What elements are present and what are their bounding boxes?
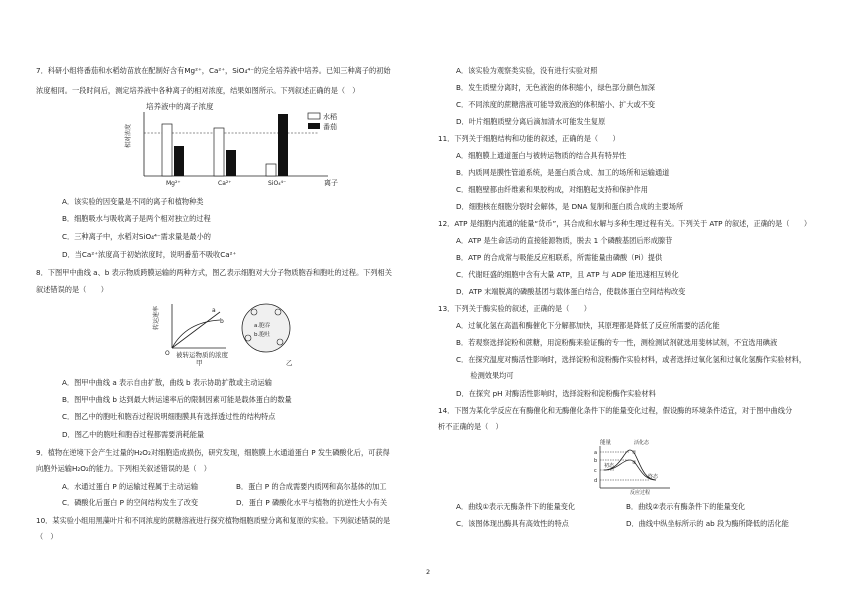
q10-stem-line2: （ ） xyxy=(36,532,58,541)
q9-option-d[interactable]: D．蛋白 P 磷酸化水平与植物的抗逆性大小有关 xyxy=(236,498,388,507)
q7-stem-line1: 7．科研小组将番茄和水稻幼苗放在配制好含有Mg²⁺，Ca²⁺，SiO₄⁴⁻的完全培养液中培养。已知三种离子的初始 xyxy=(36,66,391,75)
q9-option-a[interactable]: A．水通过蛋白 P 的运输过程属于主动运输 xyxy=(62,482,199,491)
q8-origin: O xyxy=(165,350,170,357)
q7-option-d[interactable]: D．当Ca²⁺浓度高于初始浓度时，说明番茄不吸收Ca²⁺ xyxy=(62,250,237,259)
q8-curve-b xyxy=(172,320,220,348)
q8-ylabel: 转运速率 xyxy=(153,305,160,330)
q7-chart-ylabel: 相对浓度 xyxy=(125,123,132,148)
q14-xlabel: 反应过程 xyxy=(630,490,651,496)
q7-cat-mg: Mg²⁺ xyxy=(166,180,181,187)
q14-option-c[interactable]: C．该图体现出酶具有高效性的特点 xyxy=(456,519,569,528)
q12-option-a[interactable]: A．ATP 是生命活动的直接能源物质，脱去 1 个磷酸基团后形成腺苷 xyxy=(456,236,673,245)
q13-option-b[interactable]: B．若观察选择淀粉和蔗糖，用淀粉酶来验证酶的专一性，测检测试剂就选用斐林试剂，不宜选用碘液 xyxy=(456,338,778,347)
q12-option-c[interactable]: C．代谢旺盛的细胞中含有大量 ATP，且 ATP 与 ADP 能迅速相互转化 xyxy=(456,270,679,279)
q7-legend-rice: 水稻 xyxy=(323,113,337,121)
q9-option-b[interactable]: B．蛋白 P 的合成需要内质网和高尔基体的加工 xyxy=(236,482,387,491)
q8-stem-line1: 8．下图甲中曲线 a、b 表示物质跨膜运输的两种方式，图乙表示细胞对大分子物质胞吞和胞吐的过程。下列相关 xyxy=(36,268,392,277)
q8-cell-b: b.胞吐 xyxy=(254,332,271,338)
q8-label-b: b xyxy=(220,318,224,325)
q13-option-c-cont: 检测效果均可 xyxy=(456,371,514,380)
q10-option-d[interactable]: D．叶片细胞质壁分离后滴加清水可能发生复原 xyxy=(456,117,606,126)
q12-option-d[interactable]: D．ATP 末端脱离的磷酸基团与载体蛋白结合，使载体蛋白空间结构改变 xyxy=(456,287,686,296)
q11-option-a[interactable]: A．细胞膜上通道蛋白与被转运物质的结合具有特异性 xyxy=(456,151,627,160)
q14-final: 终态 xyxy=(648,474,659,480)
q7-bar-ca-tomato xyxy=(226,150,236,176)
q8-option-a[interactable]: A．图甲中曲线 a 表示自由扩散，曲线 b 表示协助扩散或主动运输 xyxy=(62,378,272,387)
q14-level-d: d xyxy=(594,478,598,484)
q7-legend-tomato-swatch xyxy=(308,123,320,129)
q7-cat-ca: Ca²⁺ xyxy=(218,180,232,187)
q11-stem: 11．下列关于细胞结构和功能的叙述，正确的是（ ） xyxy=(438,134,620,143)
page-number: 2 xyxy=(426,568,431,576)
q12-stem: 12．ATP 是细胞内流通的能量“货币”，其合成和水解与多种生理过程有关。下列关于 ATP 的叙述，正确的是（ ） xyxy=(438,219,812,228)
q14-ylabel: 能量 xyxy=(600,440,612,446)
q8-stem-line2: 叙述错误的是（ ） xyxy=(36,285,108,294)
q7-bar-si-tomato xyxy=(278,114,288,176)
q7-bar-mg-rice xyxy=(162,124,172,176)
q7-cat-si: SiO₄⁴⁻ xyxy=(268,180,287,187)
q12-option-b[interactable]: B．ATP 的合成常与吸能反应相联系，所需能量由磷酸（Pi）提供 xyxy=(456,253,663,262)
q14-option-d[interactable]: D．曲线中纵坐标所示的 ab 段为酶所降低的活化能 xyxy=(626,519,789,528)
q14-option-a[interactable]: A．曲线①表示无酶条件下的能量变化 xyxy=(456,502,576,511)
q11-option-b[interactable]: B．内质网是膜性管道系统，是蛋白质合成、加工的场所和运输通道 xyxy=(456,168,670,177)
q10-option-a[interactable]: A．该实验为观察类实验，没有进行实验对照 xyxy=(456,66,598,75)
q13-option-d[interactable]: D．在探究 pH 对酶活性影响时，选择淀粉和淀粉酶作实验材料 xyxy=(456,389,656,398)
q14-option-b[interactable]: B．曲线②表示有酶条件下的能量变化 xyxy=(626,502,746,511)
q8-label-a: a xyxy=(212,307,216,314)
q7-bar-mg-tomato xyxy=(174,146,184,176)
q8-option-d[interactable]: D．图乙中的胞吐和胞吞过程都需要消耗能量 xyxy=(62,430,205,439)
q8-transport-figure xyxy=(150,298,300,368)
q9-option-c[interactable]: C．磷酸化后蛋白 P 的空间结构发生了改变 xyxy=(62,498,199,507)
q10-option-b[interactable]: B．发生质壁分离时，无色液泡的体积缩小，绿色部分颜色加深 xyxy=(456,83,655,92)
q7-bar-ca-rice xyxy=(214,128,224,176)
q7-chart-title: 培养液中的离子浓度 xyxy=(146,102,214,111)
q9-stem-line1: 9．植物在逆境下会产生过量的H₂O₂对细胞造成损伤，研究发现，细胞膜上水通道蛋白 P 发生磷酸化后，可获得 xyxy=(36,448,390,457)
q8-xlabel: 被转运物质的浓度 xyxy=(176,351,228,359)
q8-label-jia: 甲 xyxy=(196,359,203,367)
q11-option-c[interactable]: C．细胞壁都由纤维素和果胶构成，对细胞起支持和保护作用 xyxy=(456,185,648,194)
q9-stem-line2: 向胞外运输H₂O₂的能力。下列相关叙述错误的是（ ） xyxy=(36,464,211,473)
q14-energy-figure xyxy=(590,436,680,496)
q7-chart-xlabel: 离子 xyxy=(324,179,338,187)
q10-option-c[interactable]: C．不同浓度的蔗糖溶液可能导致液泡的体积缩小、扩大或不变 xyxy=(456,100,656,109)
q14-curve1-label: ① xyxy=(632,450,637,456)
q10-stem-line1: 10．某实验小组用黑藻叶片和不同浓度的蔗糖溶液进行探究植物细胞质壁分离和复原的实验。下列叙述错误的是 xyxy=(36,516,391,525)
q7-option-c[interactable]: C．三种离子中，水稻对SiO₄⁴⁻需求量是最小的 xyxy=(62,232,211,241)
q8-option-b[interactable]: B．图甲中曲线 b 达到最大转运速率后的限制因素可能是载体蛋白的数量 xyxy=(62,395,292,404)
q7-option-b[interactable]: B．细胞吸水与吸收离子是两个相对独立的过程 xyxy=(62,214,211,223)
q8-label-yi: 乙 xyxy=(286,359,293,367)
q7-option-a[interactable]: A．该实验的因变量是不同的离子和植物种类 xyxy=(62,197,204,206)
q13-stem: 13．下列关于酶实验的叙述，正确的是（ ） xyxy=(438,304,591,313)
q8-option-c[interactable]: C．图乙中的胞吐和胞吞过程说明细胞膜具有选择透过性的结构特点 xyxy=(62,412,276,421)
q14-stem-line2: 析不正确的是（ ） xyxy=(438,422,503,431)
q7-stem-line2: 浓度相同。一段时间后，测定培养液中各种离子的相对浓度，结果如图所示。下列叙述正确的是（ ） xyxy=(36,86,360,95)
q7-bar-si-rice xyxy=(266,164,276,176)
q7-legend-tomato: 番茄 xyxy=(323,123,337,131)
q8-curve-a xyxy=(172,312,220,348)
q14-stem-line1: 14．下图为某化学反应在有酶催化和无酶催化条件下的能量变化过程，假设酶的环境条件适宜，对于图中曲线分 xyxy=(438,406,793,415)
q14-level-c: c xyxy=(594,468,597,474)
q14-initial: 初态 xyxy=(604,463,615,469)
q7-ion-chart xyxy=(118,100,358,190)
q14-level-b: b xyxy=(594,458,598,464)
q7-legend-rice-swatch xyxy=(308,113,320,119)
q14-curve2-label: ② xyxy=(632,460,637,466)
q14-activation: 活化态 xyxy=(634,440,650,446)
q14-level-a: a xyxy=(594,450,598,456)
q13-option-c[interactable]: C．在探究温度对酶活性影响时，选择淀粉和淀粉酶作实验材料，或者选择过氧化氢和过氧化氢酶作实验材料， xyxy=(456,355,807,364)
q11-option-d[interactable]: D．细胞核在细胞分裂时会解体，是 DNA 复制和蛋白质合成的主要场所 xyxy=(456,202,684,211)
q8-cell-a: a.胞吞 xyxy=(254,323,271,329)
q13-option-a[interactable]: A．过氧化氢在高温和酶催化下分解都加快，其原理都是降低了反应所需要的活化能 xyxy=(456,321,720,330)
